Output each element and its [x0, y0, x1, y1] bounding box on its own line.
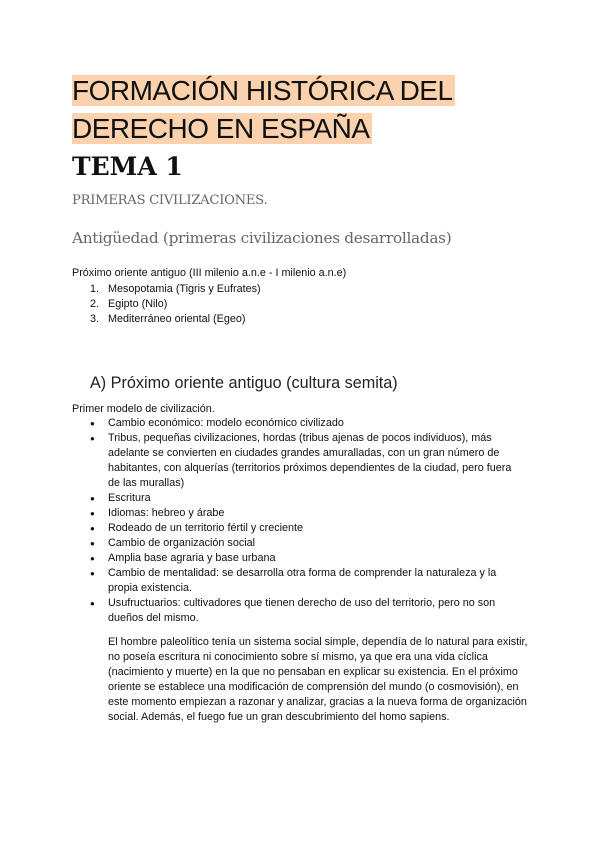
- intro-line: Próximo oriente antiguo (III milenio a.n.e - I milenio a.n.e): [72, 267, 347, 279]
- list-item: ● Cambio económico: modelo económico civilizado: [72, 416, 522, 431]
- list-text: Mesopotamia (Tigris y Eufrates): [108, 283, 261, 295]
- list-item: ● Usufructuarios: cultivadores que tienen derecho de uso del territorio, pero no son dueños del mismo.: [72, 596, 522, 626]
- first-model-line: Primer modelo de civilización.: [72, 403, 215, 415]
- list-item: [72, 282, 261, 297]
- tema-heading: TEMA 1: [72, 152, 183, 181]
- body-paragraph: El hombre paleolítico tenía un sistema social simple, dependía de lo natural para existir, no poseía escritura ni conocimiento sobre sí mismo, ya que era una vida cíclica (nacimiento y muerte) en la que no pensaban en explicar su existencia. En el próximo oriente se establece una modificación de comprensión del mundo (o cosmovisión), en este momento empiezan a razonar y analizar, gracias a la nueva forma de organización social. Además, el fuego fue un gran descubrimiento del homo sapiens.: [108, 636, 528, 723]
- list-item: ● Cambio de mentalidad: se desarrolla otra forma de comprender la naturaleza y la propia existencia.: [72, 566, 522, 596]
- list-item: ● Amplia base agraria y base urbana: [72, 551, 522, 566]
- document-title: [72, 72, 542, 148]
- list-item: ● Idiomas: hebreo y árabe: [72, 506, 522, 521]
- list-number: 3.: [90, 313, 100, 325]
- list-item: ● Cambio de organización social: [72, 536, 522, 551]
- list-item: ● Tribus, pequeñas civilizaciones, hordas (tribus ajenas de pocos individuos), más adelante se convierten en ciudades grandes amuralladas, con un gran número de habitantes, con alquerías (territorios próximos dependientes de la ciudad, pero fuera de las murallas): [72, 431, 522, 491]
- list-item: ● Escritura: [72, 491, 522, 506]
- list-item: [72, 297, 261, 312]
- list-item: ● Rodeado de un territorio fértil y creciente: [72, 521, 522, 536]
- subtitle-antiquity: Antigüedad (primeras civilizaciones desarrolladas): [72, 229, 452, 247]
- section-a-heading: A) Próximo oriente antiguo (cultura semita): [90, 374, 398, 392]
- features-list: [72, 416, 522, 626]
- list-text: Mediterráneo oriental (Egeo): [108, 313, 246, 325]
- list-text: Egipto (Nilo): [108, 298, 168, 310]
- title-line-1: FORMACIÓN HISTÓRICA DEL: [72, 75, 453, 106]
- regions-list: [72, 282, 261, 327]
- title-line-2: DERECHO EN ESPAÑA: [72, 113, 370, 144]
- list-number: 1.: [90, 283, 100, 295]
- list-item: [72, 312, 261, 327]
- subtitle-civilizations: PRIMERAS CIVILIZACIONES.: [72, 193, 268, 208]
- list-number: 2.: [90, 298, 100, 310]
